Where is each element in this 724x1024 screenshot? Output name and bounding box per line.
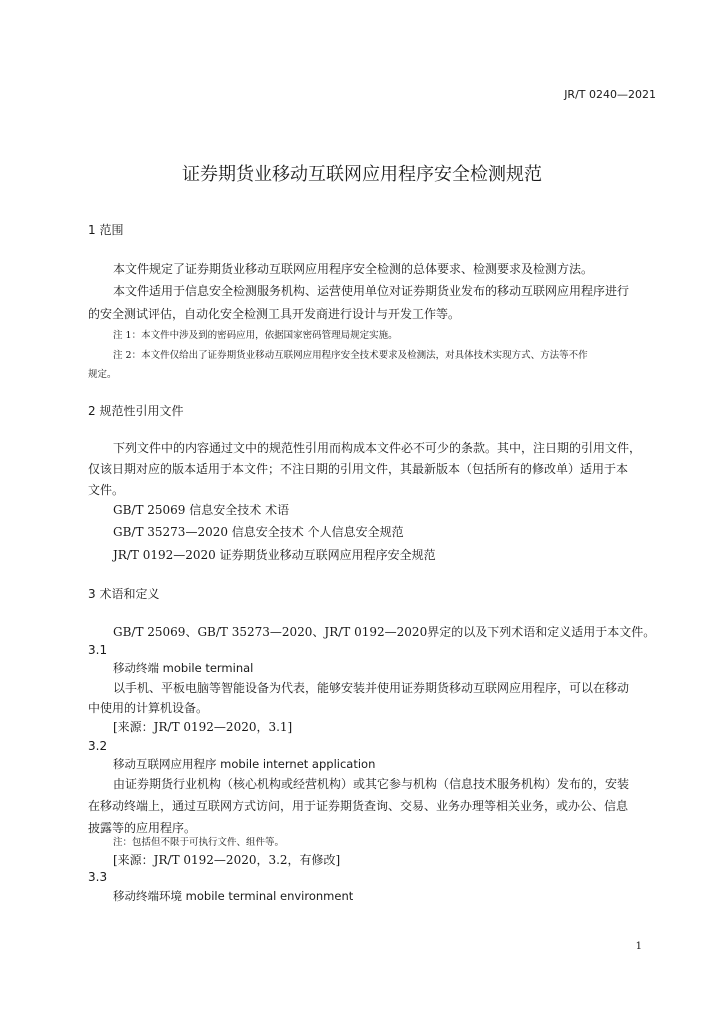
section-1-note-1: 注 1：本文件中涉及到的密码应用，依据国家密码管理局规定实施。 bbox=[113, 330, 398, 341]
term-3-1-source: [来源：JR/T 0192—2020，3.1] bbox=[113, 720, 293, 734]
section-2-paragraph-line-2: 仅该日期对应的版本适用于本文件；不注日期的引用文件，其最新版本（包括所有的修改单）适用于本 bbox=[88, 462, 629, 476]
section-3-heading: 3 术语和定义 bbox=[88, 587, 160, 601]
standard-number: JR/T 0240—2021 bbox=[564, 88, 656, 101]
section-3-intro: GB/T 25069、GB/T 35273—2020、JR/T 0192—2020界定的以及下列术语和定义适用于本文件。 bbox=[113, 625, 656, 639]
section-1-heading: 1 范围 bbox=[88, 223, 124, 237]
section-1-note-2-line-1: 注 2：本文件仅给出了证券期货业移动互联网应用程序安全技术要求及检测法，对具体技术实现方式、方法等不作 bbox=[113, 350, 588, 361]
section-2-paragraph-line-1: 下列文件中的内容通过文中的规范性引用而构成本文件必不可少的条款。其中，注日期的引用文件， bbox=[113, 441, 642, 455]
term-3-1-definition-line-2: 中使用的计算机设备。 bbox=[88, 701, 209, 715]
term-3-2-note: 注：包括但不限于可执行文件、组件等。 bbox=[113, 837, 285, 848]
section-1-paragraph-1: 本文件规定了证券期货业移动互联网应用程序安全检测的总体要求、检测要求及检测方法。 bbox=[113, 262, 594, 276]
section-2-heading: 2 规范性引用文件 bbox=[88, 404, 184, 418]
term-3-3-title: 移动终端环境 mobile terminal environment bbox=[113, 889, 354, 903]
reference-1: GB/T 25069 信息安全技术 术语 bbox=[113, 503, 290, 517]
reference-2: GB/T 35273—2020 信息安全技术 个人信息安全规范 bbox=[113, 525, 404, 539]
term-3-2-definition-line-3: 披露等的应用程序。 bbox=[88, 821, 197, 835]
reference-3: JR/T 0192—2020 证券期货业移动互联网应用程序安全规范 bbox=[113, 548, 436, 562]
page-number: 1 bbox=[635, 941, 642, 952]
term-3-1-definition-line-1: 以手机、平板电脑等智能设备为代表，能够安装并使用证券期货移动互联网应用程序，可以在移动 bbox=[113, 681, 630, 695]
term-3-1-number: 3.1 bbox=[88, 643, 108, 657]
document-title: 证券期货业移动互联网应用程序安全检测规范 bbox=[182, 164, 542, 185]
section-1-note-2-line-2: 规定。 bbox=[88, 369, 117, 380]
section-1-paragraph-2-line-2: 的安全测试评估，自动化安全检测工具开发商进行设计与开发工作等。 bbox=[88, 307, 461, 321]
term-3-2-definition-line-1: 由证券期货行业机构（核心机构或经营机构）或其它参与机构（信息技术服务机构）发布的，安装 bbox=[113, 777, 630, 791]
term-3-3-number: 3.3 bbox=[88, 870, 108, 884]
term-3-1-title: 移动终端 mobile terminal bbox=[113, 661, 254, 675]
term-3-2-definition-line-2: 在移动终端上，通过互联网方式访问，用于证券期货查询、交易、业务办理等相关业务，或办公、信息 bbox=[88, 799, 629, 813]
section-2-paragraph-line-3: 文件。 bbox=[88, 483, 125, 497]
term-3-2-title: 移动互联网应用程序 mobile internet application bbox=[113, 757, 376, 771]
term-3-2-number: 3.2 bbox=[88, 739, 108, 753]
section-1-paragraph-2-line-1: 本文件适用于信息安全检测服务机构、运营使用单位对证券期货业发布的移动互联网应用程序进行 bbox=[113, 284, 630, 298]
term-3-2-source: [来源：JR/T 0192—2020，3.2，有修改] bbox=[113, 853, 341, 867]
